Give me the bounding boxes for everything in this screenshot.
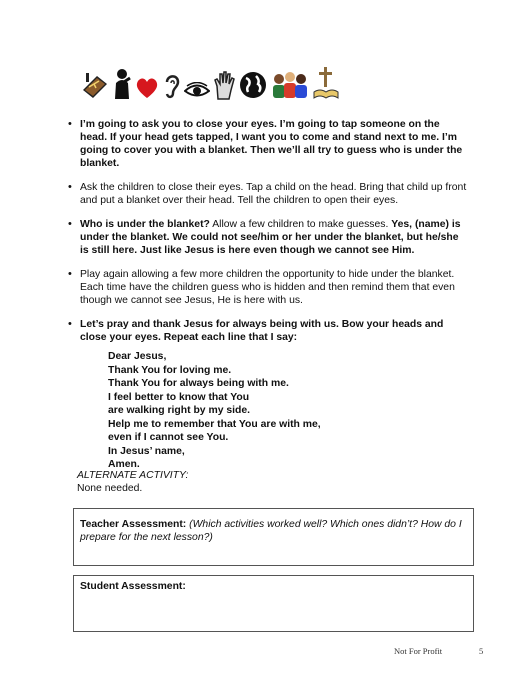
heart-icon	[134, 76, 160, 100]
globe-icon	[238, 70, 268, 100]
step-2: • Ask the children to close their eyes. Tap a child on the head. Bring that child up front and put a blanket over their head. Tell the children to open their eyes.	[68, 181, 468, 207]
alternate-activity-body: None needed.	[77, 483, 143, 494]
prayer-line: I feel better to know that You	[108, 391, 250, 403]
step-4: • Play again allowing a few more children the opportunity to hide under the blanket. Each time have the children guess who is hidden and then remind them that even though we cannot see Jesus, He is here with us.	[68, 268, 468, 307]
prayer-line: Thank You for loving me.	[108, 364, 232, 376]
prayer-line: Thank You for always being with me.	[108, 378, 289, 389]
student-assessment-label: Student Assessment:	[80, 581, 186, 592]
cross-book-icon	[312, 66, 340, 100]
ear-icon	[162, 72, 182, 100]
hand-icon	[212, 70, 236, 100]
step-1: • I’m going to ask you to close your eyes. I’m going to tap someone on the head. If your head gets tapped, I want you to come and stand next to me. I’m going to cover you with a blanket. Then we’ll all try to guess who is under the blanket.	[68, 118, 468, 170]
teacher-assessment-label: Teacher Assessment:	[80, 519, 187, 530]
prayer-line: Dear Jesus,	[108, 351, 167, 362]
prayer	[108, 350, 321, 472]
prayer-line: In Jesus’ name,	[108, 445, 185, 457]
footer-note: Not For Profit	[394, 646, 443, 656]
bible-icon	[80, 70, 110, 100]
prayer-line: Amen.	[108, 459, 140, 470]
step-5: • Let’s pray and thank Jesus for always being with us. Bow your heads and close your eyes. Repeat each line that I say:	[68, 318, 468, 344]
step-3: • Who is under the blanket? Allow a few children to make guesses. Yes, (name) is under the blanket. We could not see/him or her under the blanket, but he/she is still here. Just like Jesus is here even though we cannot see Him.	[68, 218, 468, 257]
student-assessment-box[interactable]	[73, 575, 474, 632]
teacher-assessment-hint: (Which activities worked well? Which ones didn’t? How do I prepare for the next lesson?)	[80, 519, 462, 543]
prayer-line: are walking right by my side.	[108, 405, 251, 416]
praying-child-icon	[112, 68, 132, 100]
activity-steps	[68, 118, 468, 355]
teacher-assessment-box[interactable]	[73, 508, 474, 566]
icon-strip	[80, 66, 340, 100]
page-number: 5	[479, 646, 484, 656]
prayer-line: even if I cannot see You.	[108, 432, 229, 443]
eye-icon	[184, 82, 210, 100]
children-group-icon	[270, 70, 310, 100]
prayer-line: Help me to remember that You are with me,	[108, 418, 321, 430]
alternate-activity-heading: ALTERNATE ACTIVITY:	[77, 470, 189, 481]
